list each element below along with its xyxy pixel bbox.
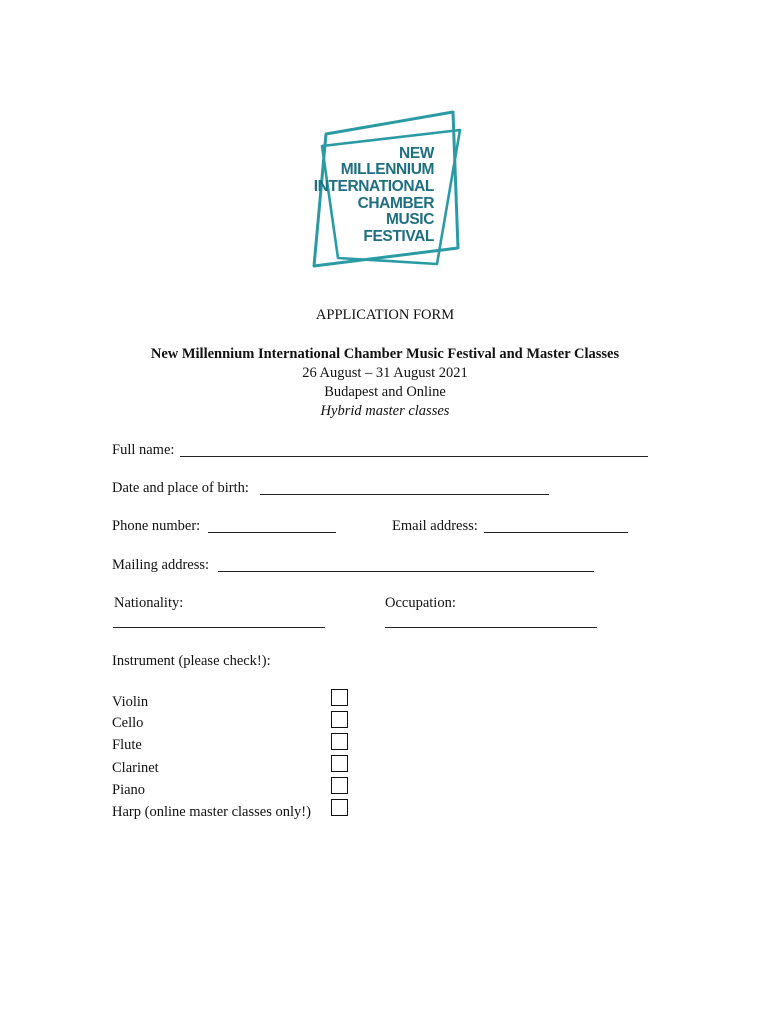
email-field[interactable]	[484, 532, 628, 533]
occupation-field[interactable]	[385, 627, 597, 628]
festival-subtitle: Hybrid master classes	[320, 403, 450, 419]
instrument-heading: Instrument (please check!):	[112, 653, 271, 669]
occupation-label: Occupation:	[385, 595, 456, 611]
birth-label: Date and place of birth:	[112, 480, 249, 496]
festival-title: New Millennium International Chamber Music Festival and Master Classes	[150, 346, 620, 362]
logo-text-line-6: FESTIVAL	[363, 228, 434, 245]
violin-checkbox[interactable]	[331, 689, 348, 706]
logo-text-line-4: CHAMBER	[357, 195, 434, 212]
nationality-field[interactable]	[113, 627, 325, 628]
logo-text-line-5: MUSIC	[386, 211, 434, 228]
email-label: Email address:	[392, 518, 478, 534]
logo-text-line-1: NEW	[399, 145, 434, 162]
phone-field[interactable]	[208, 532, 336, 533]
instrument-label-piano: Piano	[112, 782, 146, 798]
piano-checkbox[interactable]	[331, 777, 348, 794]
phone-label: Phone number:	[112, 518, 201, 534]
instrument-label-harp: Harp (online master classes only!)	[112, 804, 311, 820]
festival-dates: 26 August – 31 August 2021	[302, 365, 468, 381]
instrument-label-violin: Violin	[112, 694, 149, 710]
nationality-label: Nationality:	[114, 595, 184, 611]
full-name-label: Full name:	[112, 442, 175, 458]
instrument-label-flute: Flute	[112, 737, 142, 753]
clarinet-checkbox[interactable]	[331, 755, 348, 772]
form-title: APPLICATION FORM	[315, 307, 455, 323]
instrument-label-cello: Cello	[112, 715, 144, 731]
mailing-label: Mailing address:	[112, 557, 210, 573]
logo-text-line-2: MILLENNIUM	[340, 161, 434, 178]
festival-logo	[308, 108, 468, 270]
instrument-label-clarinet: Clarinet	[112, 760, 159, 776]
mailing-field[interactable]	[218, 571, 594, 572]
harp-checkbox[interactable]	[331, 799, 348, 816]
festival-location: Budapest and Online	[324, 384, 446, 400]
full-name-field[interactable]	[180, 456, 648, 457]
flute-checkbox[interactable]	[331, 733, 348, 750]
birth-field[interactable]	[260, 494, 549, 495]
logo-text-line-3: INTERNATIONAL	[313, 178, 434, 195]
cello-checkbox[interactable]	[331, 711, 348, 728]
